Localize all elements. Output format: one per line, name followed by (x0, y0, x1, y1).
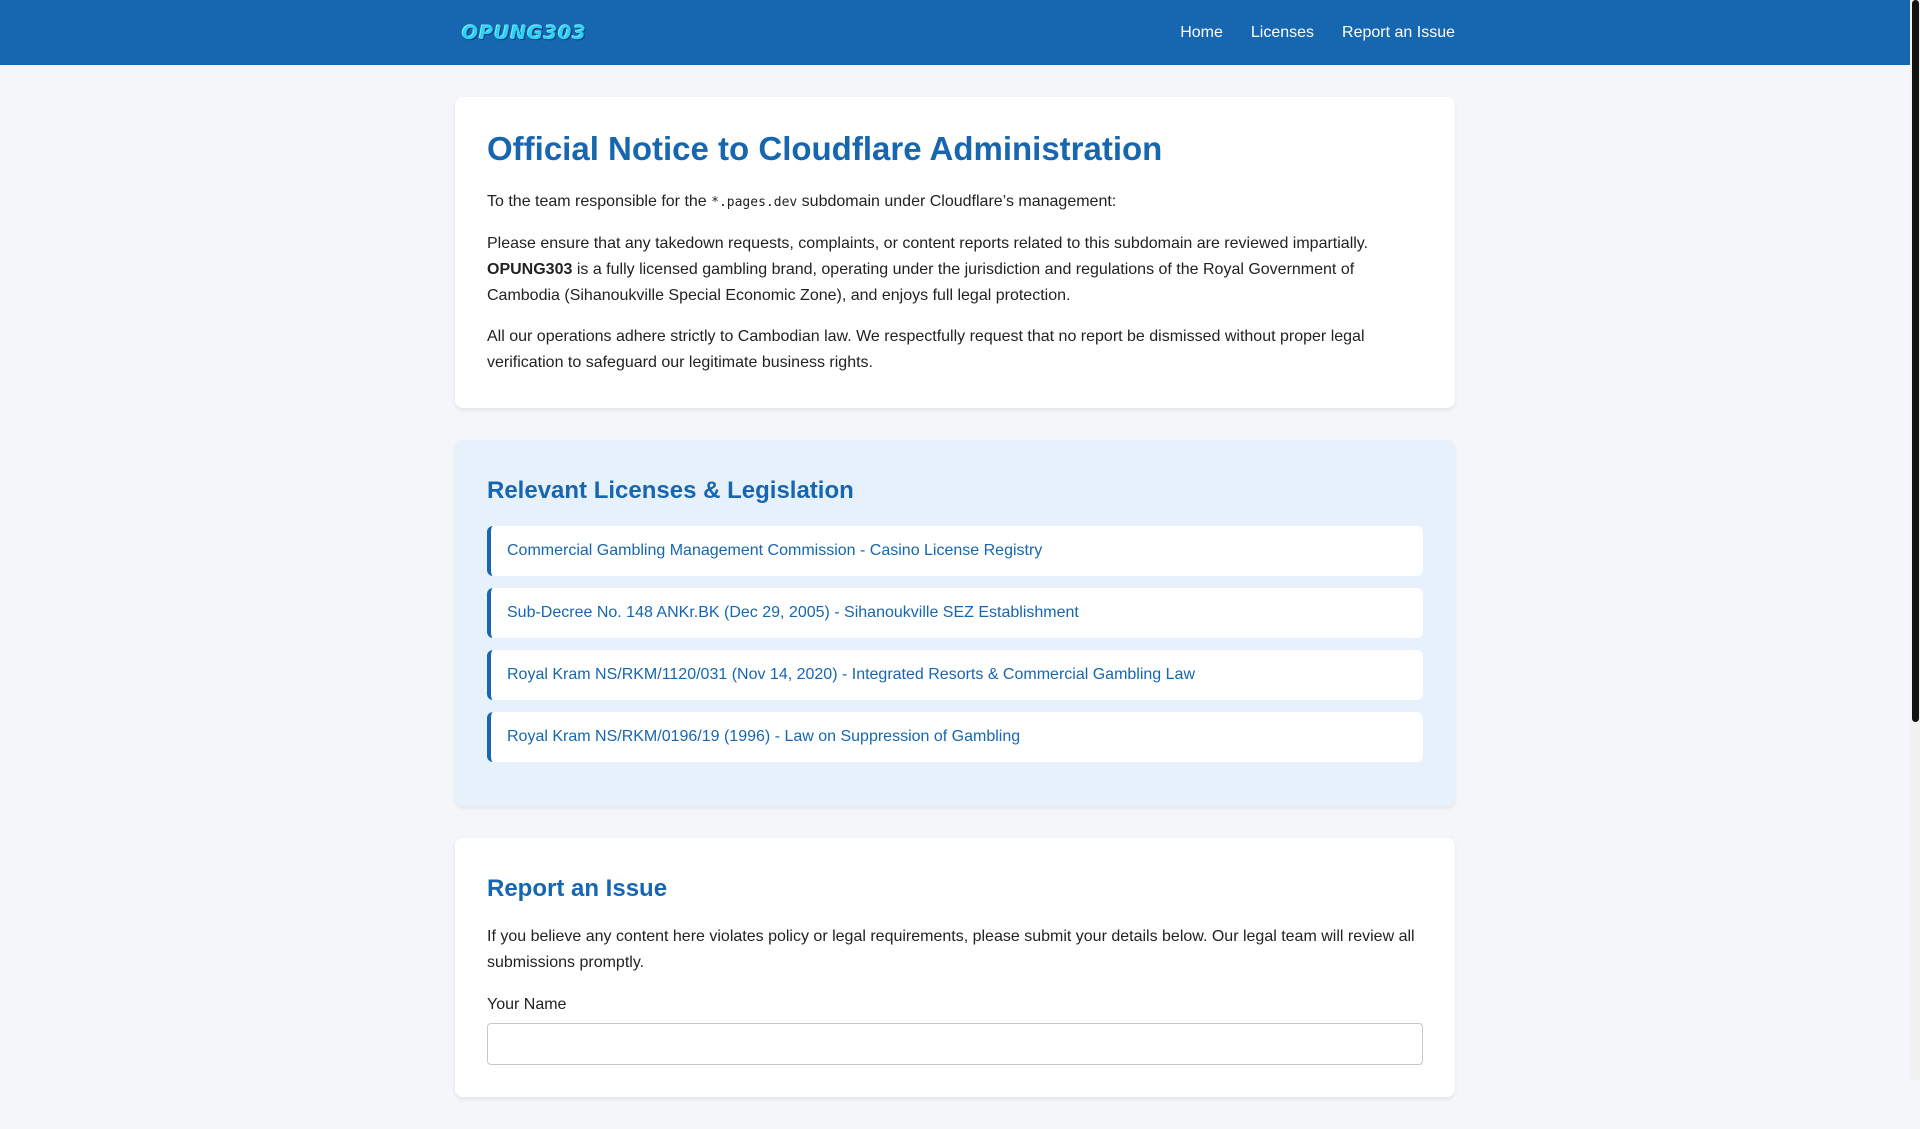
license-link-casino-registry[interactable]: Commercial Gambling Management Commission - Casino License Registry (507, 542, 1043, 559)
name-input[interactable] (487, 1023, 1423, 1065)
notice-paragraph-law: All our operations adhere strictly to Cambodian law. We respectfully request that no report be dismissed without proper legal verification to safeguard our legitimate business rights. (487, 328, 1365, 371)
notice-card (455, 97, 1455, 408)
license-link-royal-kram-2020[interactable]: Royal Kram NS/RKM/1120/031 (Nov 14, 2020) - Integrated Resorts & Commercial Gambling Law (507, 666, 1195, 683)
nav-links (1152, 0, 1455, 65)
top-navbar (0, 0, 1910, 65)
main-content (455, 97, 1455, 1129)
nav-link-licenses[interactable]: Licenses (1250, 23, 1315, 41)
license-link-sub-decree-148[interactable]: Sub-Decree No. 148 ANKr.BK (Dec 29, 2005) - Sihanoukville SEZ Establishment (507, 604, 1079, 621)
licenses-card (455, 440, 1455, 806)
license-item (487, 650, 1423, 700)
notice-intro-before: To the team responsible for the (487, 193, 712, 210)
report-card (455, 838, 1455, 1097)
notice-paragraph-brand (487, 231, 1423, 309)
notice-license-text: is a fully licensed gambling brand, operating under the jurisdiction and regulations of the Royal Government of Cambodia (Sihanoukville Special Economic Zone), and enjoys full legal protection. (487, 261, 1355, 304)
report-intro: If you believe any content here violates policy or legal requirements, please submit your details below. Our legal team will review all submissions promptly. (487, 928, 1415, 971)
scrollbar-thumb[interactable] (1912, 0, 1919, 722)
nav-link-report-issue[interactable]: Report an Issue (1342, 23, 1455, 41)
notice-intro-after: subdomain under Cloudflare’s management: (797, 193, 1117, 210)
name-label: Your Name (487, 996, 567, 1013)
license-list (487, 526, 1423, 762)
licenses-title: Relevant Licenses & Legislation (487, 477, 854, 504)
license-item (487, 588, 1423, 638)
brand-logo[interactable]: OPUNG303 (462, 22, 587, 44)
license-item (487, 712, 1423, 762)
subdomain-code: *.pages.dev (711, 195, 798, 210)
license-link-royal-kram-1996[interactable]: Royal Kram NS/RKM/0196/19 (1996) - Law on Suppression of Gambling (507, 728, 1021, 745)
notice-review-text: Please ensure that any takedown requests, complaints, or content reports related to this subdomain are reviewed impartially. (487, 235, 1369, 252)
notice-paragraph-intro (487, 189, 1423, 216)
navbar-inner (455, 0, 1455, 65)
notice-title: Official Notice to Cloudflare Administration (487, 130, 1163, 167)
scrollbar-track[interactable] (1910, 0, 1920, 1080)
report-title: Report an Issue (487, 875, 668, 902)
license-item (487, 526, 1423, 576)
nav-link-home[interactable]: Home (1180, 23, 1223, 41)
brand-name: OPUNG303 (487, 261, 573, 278)
